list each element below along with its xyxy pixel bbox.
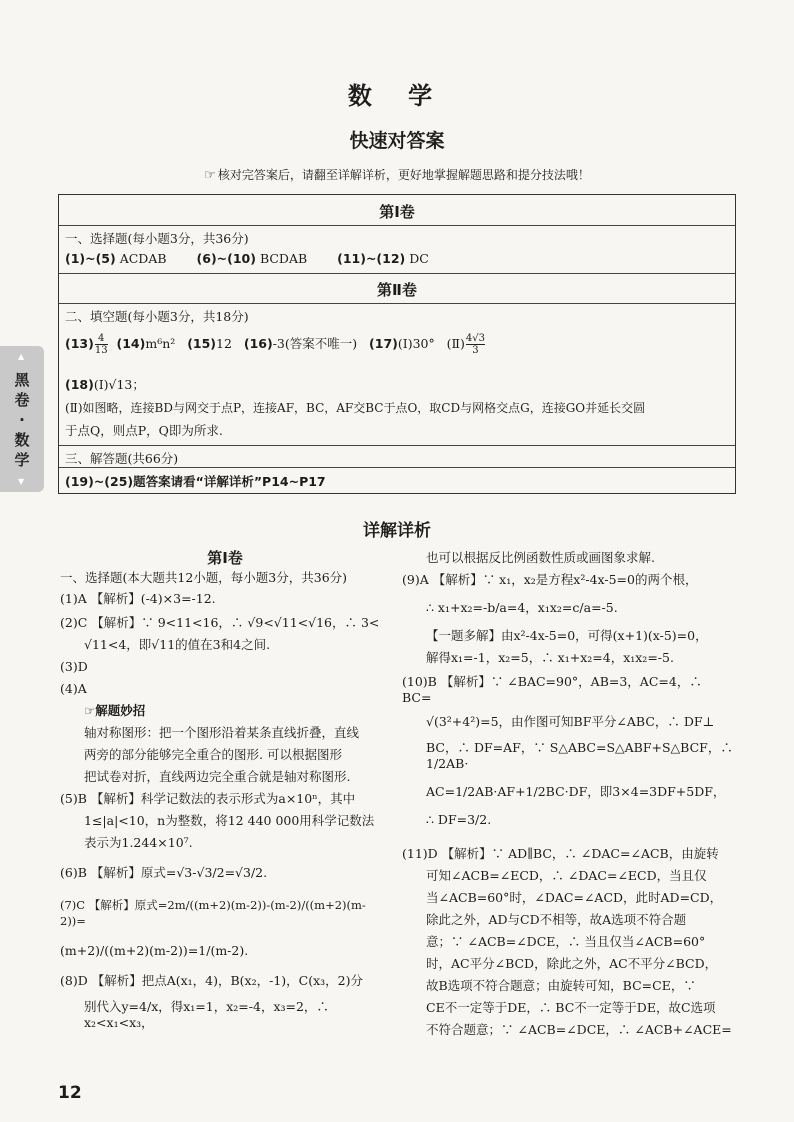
choice-range-2: (6)~(10) (196, 251, 256, 266)
choice-answer-1: ACDAB (119, 251, 167, 266)
answer-11-line-3: 当∠ACB=60°时，∠DAC=∠ACD，此时AD=CD， (426, 890, 723, 905)
tip-text: 核对完答案后，请翻至详解详析，更好地掌握解题思路和提分技法哦！ (217, 168, 590, 182)
tip-line-3: 把试卷对折，直线两边完全重合就是轴对称图形. (84, 769, 351, 784)
q15-answer: 12 (216, 336, 232, 351)
left-part-title: 第Ⅰ卷 (207, 549, 243, 567)
answer-11-line-5: 意；∵ ∠ACB=∠DCE，∴ 当且仅当∠ACB=60° (426, 934, 706, 949)
answer-8-line-1: (8)D 【解析】把点A(x₁，4)，B(x₂，-1)，C(x₃，2)分 (60, 973, 364, 988)
divider (59, 225, 735, 226)
answer-11-line-2: 可知∠ACB=∠ECD，∴ ∠DAC=∠ECD，当且仅 (426, 868, 707, 883)
answer-1: (1)A 【解析】(-4)×3=-12. (60, 591, 216, 606)
q18-label: (18) (65, 377, 94, 392)
q17-fraction (466, 333, 485, 356)
answer-10-line-1: (10)B 【解析】∵ ∠BAC=90°，AB=3，AC=4，∴ BC= (402, 674, 702, 705)
q17-numerator: 4√3 (465, 333, 486, 344)
answer-3: (3)D (60, 659, 88, 674)
q18-line-2: (Ⅱ)如图略，连接BD与网交于点P，连接AF，BC，AF交BC于点O，取CD与网格交点G，连接GO并延长交圆 (65, 401, 646, 415)
tip-line (0, 166, 794, 183)
tip-line-1: 轴对称图形：把一个图形沿着某条直线折叠，直线 (84, 725, 360, 740)
tip-line-2: 两旁的部分能够完全重合的图形. 可以根据图形 (84, 747, 342, 762)
divider (59, 273, 735, 274)
section-head: 一、选择题(本大题共12小题，每小题3分，共36分) (60, 570, 348, 585)
answer-10-line-5: ∴ DF=3/2. (426, 812, 492, 827)
choice-head: 一、选择题(每小题3分，共36分) (65, 231, 249, 246)
answer-7-line-2: (m+2)/((m+2)(m-2))=1/(m-2). (60, 943, 249, 958)
choice-answer-3: DC (409, 251, 429, 266)
answer-10-line-4: AC=1/2AB·AF+1/2BC·DF，即3×4=3DF+5DF， (426, 784, 726, 799)
answer-10-line-2: √(3²+4²)=5，由作图可知BF平分∠ABC，∴ DF⊥ (426, 714, 715, 729)
answer-11-line-8: CE不一定等于DE，∴ BC不一定等于DE，故C选项 (426, 1000, 716, 1015)
q18-row (65, 375, 729, 393)
q13-denominator: 13 (94, 345, 108, 356)
answer-6: (6)B 【解析】原式=√3-√3/2=√3/2. (60, 865, 268, 880)
answer-5-line-1: (5)B 【解析】科学记数法的表示形式为a×10ⁿ，其中 (60, 791, 356, 806)
choice-range-3: (11)~(12) (337, 251, 406, 266)
q16-answer: -3(答案不唯一) (272, 336, 358, 351)
note-line: 也可以根据反比例函数性质或画图象求解. (426, 550, 655, 565)
q16-label: (16) (243, 336, 273, 351)
q14-answer: m⁶n² (145, 336, 176, 351)
q17-answer-2-label: (Ⅱ) (446, 336, 465, 351)
answer-11-line-1: (11)D 【解析】∵ AD∥BC，∴ ∠DAC=∠ACB，由旋转 (402, 846, 719, 861)
answer-7-line-1: (7)C 【解析】原式=2m/((m+2)(m-2))-(m-2)/((m+2)(m-2))= (60, 898, 366, 928)
detail-title: 详解详析 (363, 521, 431, 541)
q15-label: (15) (187, 336, 217, 351)
answer-2-line-2: √11<4，即√11的值在3和4之间. (84, 637, 271, 652)
left-column (60, 550, 390, 1031)
part1-title: 第Ⅰ卷 (379, 203, 415, 221)
answer-11-line-6: 时，AC平分∠BCD，除此之外，AC不平分∠BCD， (426, 956, 718, 971)
divider (59, 445, 735, 446)
answer-5-line-2: 1≤|a|<10，n为整数，将12 440 000用科学记数法 (84, 813, 375, 828)
tip-head (60, 703, 390, 719)
subtitle: 快速对答案 (349, 130, 445, 152)
solve-head: 三、解答题(共66分) (65, 451, 179, 466)
right-column (402, 550, 734, 1038)
answer-10-line-3: BC，∴ DF=AF，∵ S△ABC=S△ABF+S△BCF，∴ 1/2AB· (426, 740, 733, 771)
q13-numerator: 4 (95, 333, 108, 345)
divider (59, 303, 735, 304)
lightbulb-icon: ☞ (84, 703, 96, 718)
choice-answers (65, 251, 729, 266)
fill-answers (65, 333, 729, 356)
side-tab (0, 346, 44, 492)
q19-note: (19)~(25)题答案请看“详解详析”P14~P17 (65, 474, 326, 489)
q17-label: (17) (369, 336, 398, 351)
answer-11-line-7: 故B选项不符合题意；由旋转可知，BC=CE，∵ (426, 978, 696, 993)
answer-9-line-3: 【一题多解】由x²-4x-5=0，可得(x+1)(x-5)=0， (426, 628, 708, 643)
hand-icon: ☞ (204, 168, 216, 183)
answer-5-line-3: 表示为1.244×10⁷. (84, 835, 193, 850)
answer-9-line-1: (9)A 【解析】∵ x₁，x₂是方程x²-4x-5=0的两个根， (402, 572, 698, 587)
arrow-up-icon: ▲ (18, 352, 25, 361)
page-number: 12 (58, 1083, 82, 1103)
q14-label: (14) (116, 336, 146, 351)
tip-head-label: 解题妙招 (95, 703, 146, 718)
answer-11-line-9: 不符合题意；∵ ∠ACB=∠DCE，∴ ∠ACB+∠ACE= (426, 1022, 732, 1037)
q17-denominator: 3 (472, 345, 479, 356)
part2-title: 第Ⅱ卷 (377, 281, 417, 299)
answer-9-line-2: ∴ x₁+x₂=-b/a=4，x₁x₂=c/a=-5. (426, 600, 618, 615)
q13-label: (13) (65, 336, 94, 351)
quick-answer-box (58, 194, 736, 494)
q18-line-3: 于点Q，则点P，Q即为所求. (65, 423, 223, 438)
q17-answer-1: (Ⅰ)30° (397, 336, 435, 351)
arrow-down-icon: ▼ (18, 477, 25, 486)
q18-answer-1: (Ⅰ)√13； (93, 377, 145, 392)
answer-11-line-4: 除此之外，AD与CD不相等，故A选项不符合题 (426, 912, 687, 927)
fill-head: 二、填空题(每小题3分，共18分) (65, 309, 249, 324)
answer-8-line-2: 别代入y=4/x，得x₁=1，x₂=-4，x₃=2，∴ x₂<x₁<x₃， (84, 999, 329, 1030)
divider (59, 467, 735, 468)
choice-answer-2: BCDAB (259, 251, 308, 266)
answer-9-line-4: 解得x₁=-1，x₂=5，∴ x₁+x₂=4，x₁x₂=-5. (426, 650, 674, 665)
side-tab-label: 黑卷·数学 (14, 371, 30, 469)
q13-fraction (95, 333, 108, 356)
answer-2-line-1: (2)C 【解析】∵ 9<11<16，∴ √9<√11<√16，∴ 3< (60, 615, 380, 630)
choice-range-1: (1)~(5) (65, 251, 116, 266)
page-title: 数 学 (347, 82, 447, 110)
answer-4: (4)A (60, 681, 87, 696)
